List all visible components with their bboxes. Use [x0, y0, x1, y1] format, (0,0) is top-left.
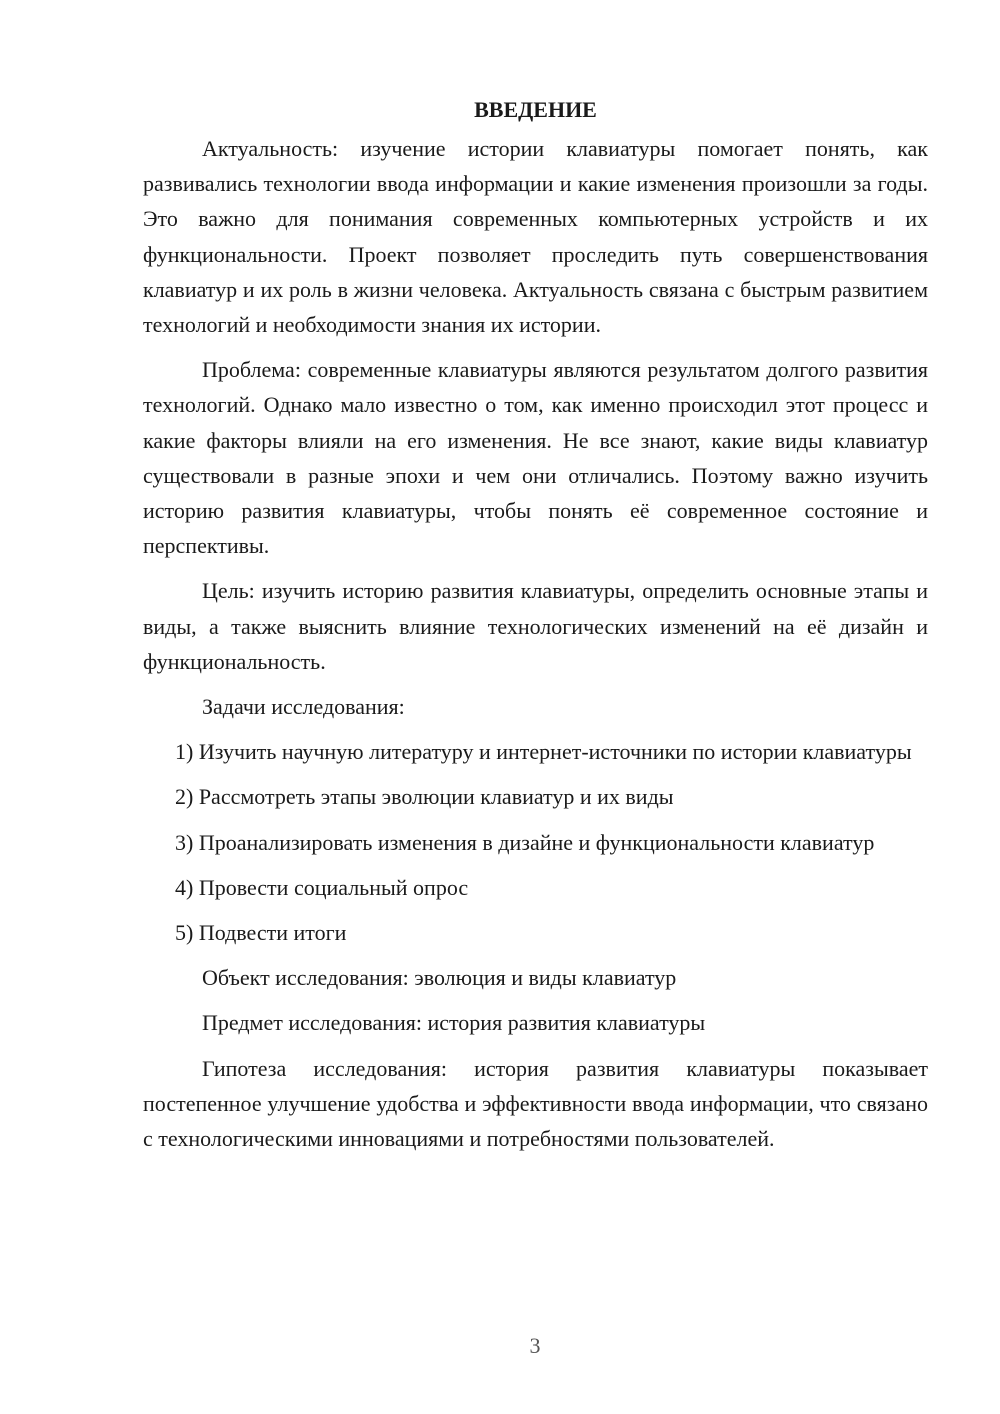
- document-page: [143, 92, 928, 1166]
- problem-paragraph: Проблема: современные клавиатуры являются результатом долгого развития технологий. Однако мало известно о том, как именно происходил этот процесс и какие факторы влияли на его изменения. Не все знают, какие виды клавиатур существовали в разные эпохи и чем они отличались. Поэтому важно изучить историю развития клавиатуры, чтобы понять её современное состояние и перспективы.: [143, 357, 928, 559]
- task-item: 3) Проанализировать изменения в дизайне и функциональности клавиатур: [175, 829, 875, 855]
- task-item: 2) Рассмотреть этапы эволюции клавиатур и их виды: [175, 784, 674, 810]
- relevance-paragraph: Актуальность: изучение истории клавиатуры помогает понять, как развивались технологии ввода информации и какие изменения произошли за годы. Это важно для понимания современных компьютерных устройств и их функциональности. Проект позволяет проследить путь совершенствования клавиатур и их роль в жизни человека. Актуальность связана с быстрым развитием технологий и необходимости знания их истории.: [143, 136, 928, 338]
- goal-paragraph: Цель: изучить историю развития клавиатуры, определить основные этапы и виды, а также выяснить влияние технологических изменений на её дизайн и функциональность.: [143, 578, 928, 674]
- research-subject: Предмет исследования: история развития клавиатуры: [202, 1010, 706, 1036]
- research-object: Объект исследования: эволюция и виды клавиатур: [202, 965, 677, 991]
- task-item: 4) Провести социальный опрос: [175, 874, 469, 900]
- page-number: 3: [529, 1333, 541, 1358]
- page-title: ВВЕДЕНИЕ: [474, 97, 597, 122]
- tasks-heading: Задачи исследования:: [202, 694, 405, 720]
- task-item: 1) Изучить научную литературу и интернет-источники по истории клавиатуры: [175, 739, 912, 765]
- task-item: 5) Подвести итоги: [175, 920, 347, 946]
- tasks-list: [143, 734, 928, 950]
- research-hypothesis: Гипотеза исследования: история развития клавиатуры показывает постепенное улучшение удобства и эффективности ввода информации, что связано с технологическими инновациями и потребностями пользователей.: [143, 1055, 928, 1152]
